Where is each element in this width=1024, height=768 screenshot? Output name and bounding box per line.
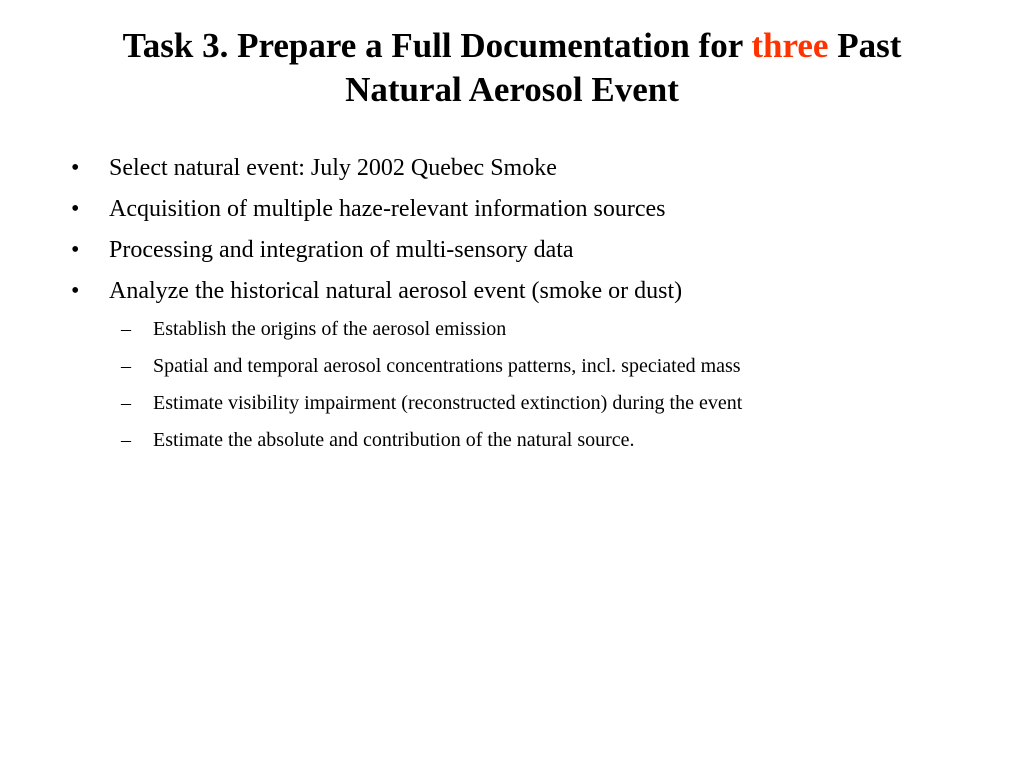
bullet-text: Processing and integration of multi-sensory data bbox=[109, 237, 574, 263]
sub-bullet-marker: – bbox=[121, 429, 131, 451]
title-accent-word: three bbox=[751, 26, 829, 65]
sub-bullet-group bbox=[0, 314, 1024, 462]
bullet-list bbox=[0, 150, 1024, 462]
sub-bullet-text: Estimate visibility impairment (reconstructed extinction) during the event bbox=[153, 392, 743, 414]
sub-bullet-text: Estimate the absolute and contribution of the natural source. bbox=[153, 429, 635, 451]
bullet-marker: • bbox=[71, 237, 80, 263]
bullet-marker: • bbox=[71, 278, 80, 304]
title-part-2: Past bbox=[828, 26, 902, 65]
bullet-text: Select natural event: July 2002 Quebec Smoke bbox=[109, 155, 557, 181]
slide-title bbox=[40, 24, 984, 112]
sub-bullet-item-3 bbox=[0, 388, 1024, 425]
sub-bullet-text: Spatial and temporal aerosol concentrations patterns, incl. speciated mass bbox=[153, 355, 741, 377]
sub-bullet-item-4 bbox=[0, 425, 1024, 462]
sub-bullet-list bbox=[0, 314, 1024, 462]
bullet-item-3 bbox=[0, 232, 1024, 273]
sub-bullet-item-1 bbox=[0, 314, 1024, 351]
title-part-1: Task 3. Prepare a Full Documentation for bbox=[122, 26, 752, 65]
title-line-2: Natural Aerosol Event bbox=[345, 70, 679, 109]
bullet-item-1 bbox=[0, 150, 1024, 191]
sub-bullet-marker: – bbox=[121, 355, 131, 377]
bullet-text: Acquisition of multiple haze-relevant information sources bbox=[109, 196, 666, 222]
bullet-marker: • bbox=[71, 196, 80, 222]
sub-bullet-item-2 bbox=[0, 351, 1024, 388]
bullet-text: Analyze the historical natural aerosol event (smoke or dust) bbox=[109, 278, 683, 304]
bullet-item-2 bbox=[0, 191, 1024, 232]
sub-bullet-marker: – bbox=[121, 318, 131, 340]
sub-bullet-marker: – bbox=[121, 392, 131, 414]
bullet-item-4 bbox=[0, 273, 1024, 314]
sub-bullet-text: Establish the origins of the aerosol emission bbox=[153, 318, 507, 340]
bullet-marker: • bbox=[71, 155, 80, 181]
